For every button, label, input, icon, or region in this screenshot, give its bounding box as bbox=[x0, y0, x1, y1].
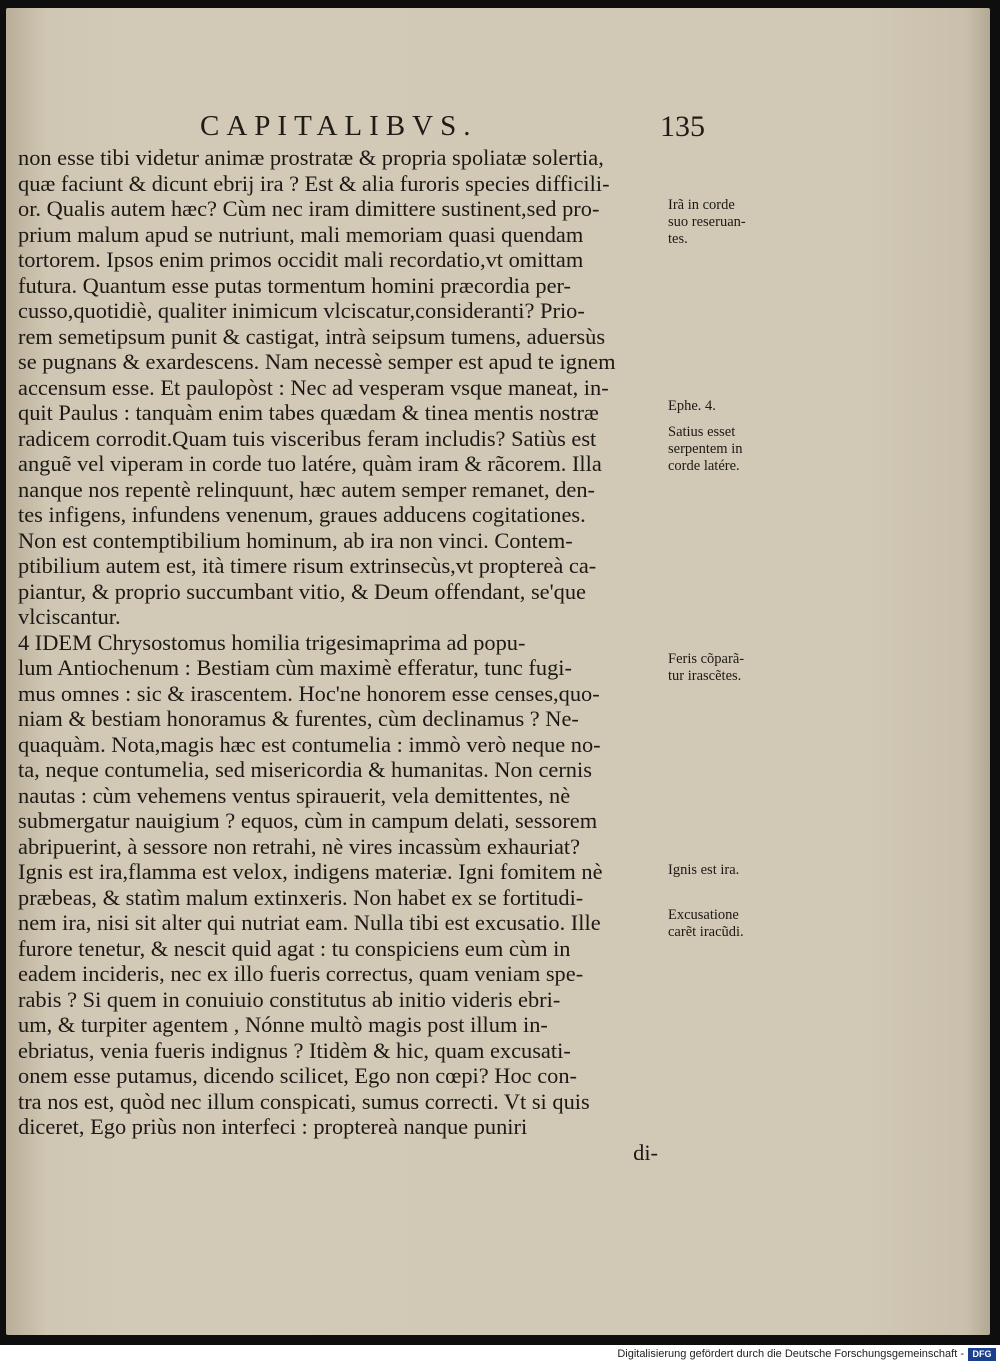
text-line: mus omnes : sic & irascentem. Hoc'ne honorem esse censes,quo- bbox=[18, 680, 600, 706]
text-line: cusso,quotidiè, qualiter inimicum vlciscatur,consideranti? Prio- bbox=[18, 298, 585, 323]
dfg-logo: DFG bbox=[968, 1348, 996, 1361]
text-line: ebriatus, venia fueris indignus ? Itidèm & hic, quam excusati- bbox=[18, 1037, 571, 1063]
text-line: ta, neque contumelia, sed misericordia & humanitas. Non cernis bbox=[18, 757, 592, 782]
margin-note-line: Irã in corde bbox=[668, 197, 735, 213]
text-line: onem esse putamus, dicendo scilicet, Ego non cœpi? Hoc con- bbox=[18, 1063, 577, 1088]
margin-note-line: Ephe. 4. bbox=[668, 398, 716, 414]
margin-note-line: tes. bbox=[668, 231, 688, 247]
text-line: rem semetipsum punit & castigat, intrà seipsum tumens, aduersùs bbox=[18, 323, 606, 349]
text-line: accensum esse. Et paulopòst : Nec ad vesperam vsque maneat, in- bbox=[18, 374, 609, 400]
margin-note-ignis bbox=[668, 862, 739, 879]
margin-note-excusatione bbox=[668, 907, 744, 941]
footer-bar bbox=[0, 1345, 1000, 1365]
text-line: Non est contemptibilium hominum, ab ira non vinci. Contem- bbox=[18, 527, 573, 553]
text-line: furore tenetur, & nescit quid agat : tu conspiciens eum cùm in bbox=[18, 935, 571, 961]
text-line: nanque nos repentè relinquunt, hæc autem semper remanet, den- bbox=[18, 476, 595, 502]
text-line: piantur, & proprio succumbant vitio, & Deum offendant, se'que bbox=[18, 578, 586, 604]
text-line: diceret, Ego priùs non interfeci : proptereà nanque puniri bbox=[18, 1114, 528, 1139]
text-line: niam & bestiam honoramus & furentes, cùm declinamus ? Ne- bbox=[18, 706, 579, 731]
text-line: ptibilium autem est, ità timere risum extrinsecùs,vt proptereà ca- bbox=[18, 553, 597, 578]
margin-note-feris bbox=[668, 651, 744, 685]
text-line: eadem incideris, nec ex illo fueris correctus, quam veniam spe- bbox=[18, 961, 584, 986]
margin-note-line: Excusatione bbox=[668, 907, 739, 923]
text-line: rabis ? Si quem in conuiuio constitutus ab initio videris ebri- bbox=[18, 986, 561, 1012]
text-line: se pugnans & exardescens. Nam necessè semper est apud te ignem bbox=[18, 349, 616, 374]
text-line: um, & turpiter agentem , Nónne multò magis post illum in- bbox=[18, 1012, 548, 1037]
text-line: tortorem. Ipsos enim primos occidit mali recordatio,vt omittam bbox=[18, 247, 584, 272]
text-line: radicem corrodit.Quam tuis visceribus feram includis? Satiùs est bbox=[18, 425, 597, 451]
text-line: abripuerint, à sessore non retrahi, nè vires incassùm exhauriat? bbox=[18, 833, 581, 859]
text-line: di- bbox=[633, 1139, 658, 1165]
margin-note-ira-in-corde bbox=[668, 197, 746, 248]
margin-note-line: Ignis est ira. bbox=[668, 862, 740, 878]
text-line: tes infigens, infundens venenum, graues adducens cogitationes. bbox=[18, 502, 586, 527]
text-line: Ignis est ira,flamma est velox, indigens materiæ. Igni fomitem nè bbox=[18, 859, 603, 884]
text-line: nautas : cùm vehemens ventus spirauerit, vela demittentes, nè bbox=[18, 782, 571, 808]
margin-note-line: tur irascẽtes. bbox=[668, 668, 742, 684]
text-line: præbeas, & statìm malum extinxeris. Non habet ex se fortitudi- bbox=[18, 884, 584, 910]
margin-note-satius-esset bbox=[668, 424, 743, 475]
text-line: nem ira, nisi sit alter qui nutriat eam. Nulla tibi est excusatio. Ille bbox=[18, 910, 601, 935]
text-line: quit Paulus : tanquàm enim tabes quædam & tinea mentis nostræ bbox=[18, 400, 599, 425]
text-line: quæ faciunt & dicunt ebrij ira ? Est & alia furoris species difficili- bbox=[18, 170, 610, 196]
margin-note-line: Satius esset bbox=[668, 424, 736, 440]
text-line: non esse tibi videtur animæ prostratæ & propria spoliatæ solertia, bbox=[18, 145, 604, 170]
margin-note-line: corde latére. bbox=[668, 458, 740, 474]
text-line: vlciscantur. bbox=[18, 604, 121, 629]
text-line: quaquàm. Nota,magis hæc est contumelia : immò verò neque no- bbox=[18, 731, 601, 757]
text-line: lum Antiochenum : Bestiam cùm maximè efferatur, tunc fugi- bbox=[18, 655, 572, 680]
margin-note-ephe bbox=[668, 398, 716, 415]
text-line: 4 IDEM Chrysostomus homilia trigesimaprima ad popu- bbox=[18, 629, 526, 655]
text-line: submergatur nauigium ? equos, cùm in campum delati, sessorem bbox=[18, 808, 598, 833]
running-head: CAPITALIBVS. bbox=[200, 110, 478, 142]
text-line: futura. Quantum esse putas tormentum homini præcordia per- bbox=[18, 272, 571, 298]
main-text-block bbox=[18, 145, 658, 1165]
funding-credit: Digitalisierung gefördert durch die Deutsche Forschungsgemeinschaft - bbox=[617, 1348, 964, 1360]
margin-note-line: suo reseruan- bbox=[668, 214, 746, 230]
text-line: or. Qualis autem hæc? Cùm nec iram dimittere sustinent,sed pro- bbox=[18, 196, 600, 221]
margin-note-line: serpentem in bbox=[668, 441, 743, 457]
margin-note-line: Feris cõparã- bbox=[668, 651, 745, 667]
text-line: tra nos est, quòd nec illum conspicati, sumus correcti. Vt si quis bbox=[18, 1088, 590, 1114]
margin-note-line: carẽt iracũdi. bbox=[668, 924, 744, 940]
text-line: prium malum apud se nutriunt, mali memoriam quasi quendam bbox=[18, 221, 584, 247]
page-number: 135 bbox=[660, 110, 705, 143]
text-line: anguẽ vel viperam in corde tuo latére, quàm iram & rãcorem. Illa bbox=[18, 451, 602, 476]
